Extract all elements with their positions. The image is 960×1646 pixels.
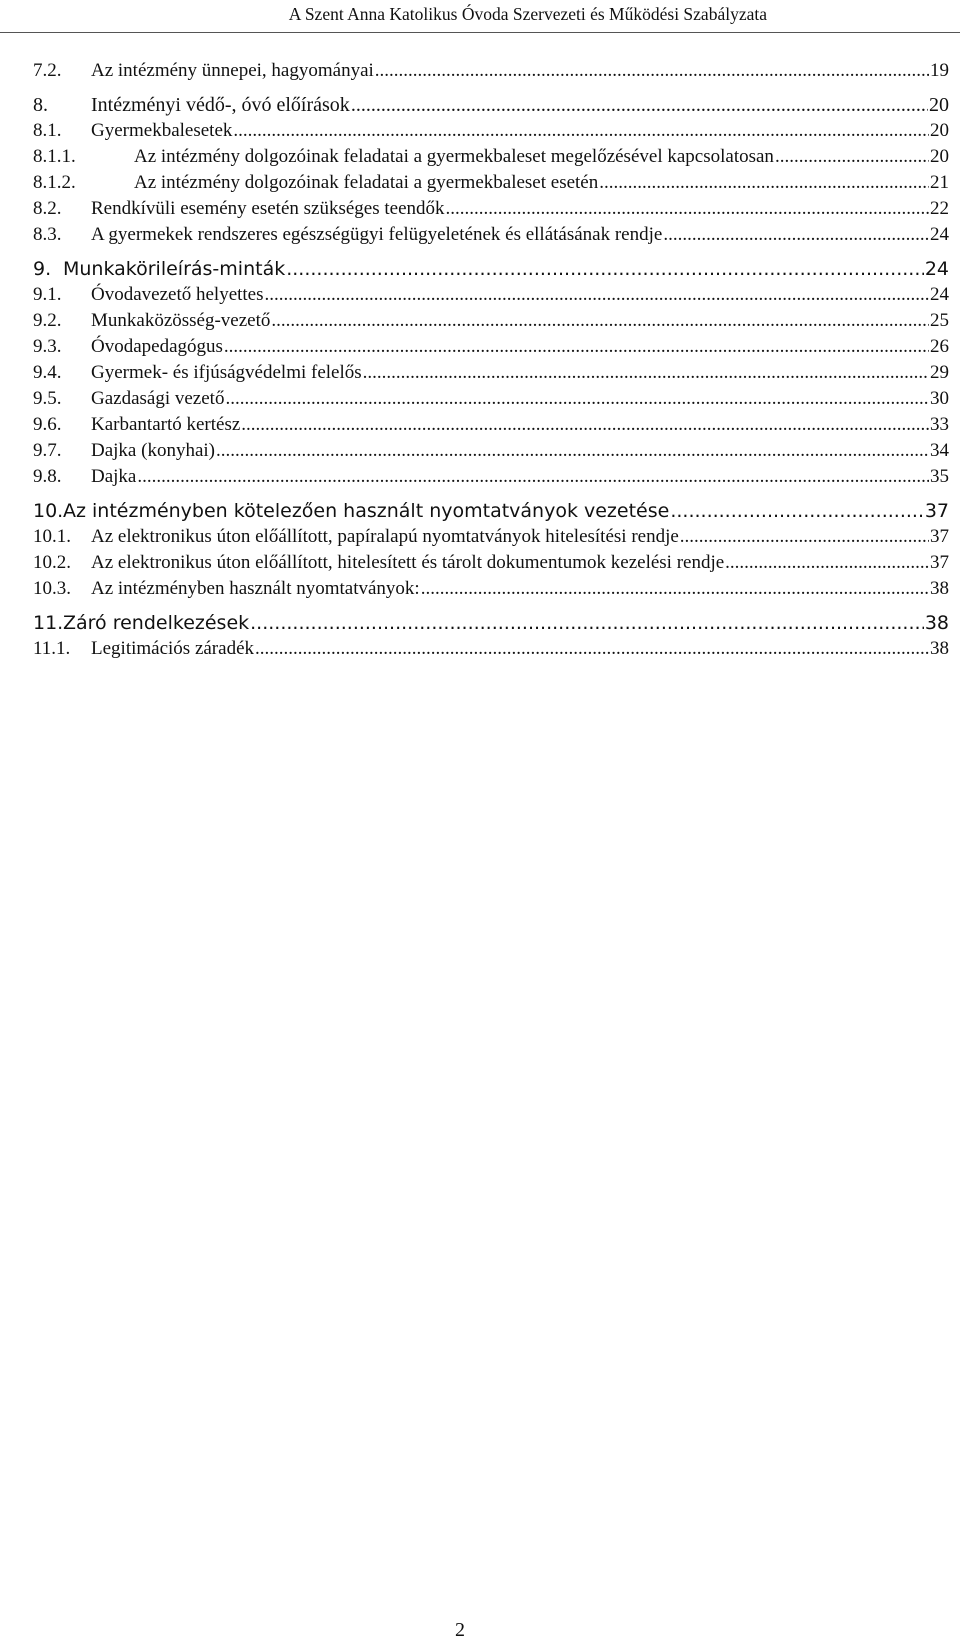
toc-leader-dots — [351, 92, 928, 118]
toc-leader-dots — [680, 524, 929, 550]
toc-leader-dots — [725, 550, 929, 576]
toc-entry-number: 8.2. — [33, 198, 62, 219]
toc-entry-title: Záró rendelkezések — [63, 612, 250, 634]
toc-entry[interactable] — [33, 282, 949, 308]
toc-entry-page: 37 — [930, 552, 949, 573]
toc-entry-title: Az elektronikus úton előállított, hitelesített és tárolt dokumentumok kezelési rendje — [91, 552, 725, 573]
toc-entry-page: 37 — [930, 526, 949, 547]
toc-entry-page: 24 — [924, 258, 949, 280]
toc-entry-title: Óvodapedagógus — [91, 336, 223, 357]
toc-entry-title: Az intézményben kötelezően használt nyomtatványok vezetése — [63, 500, 670, 522]
toc-entry-page: 25 — [930, 310, 949, 331]
toc-entry-number: 8. — [33, 94, 48, 116]
toc-entry[interactable] — [33, 464, 949, 490]
toc-leader-dots — [663, 222, 929, 248]
toc-leader-dots — [250, 610, 924, 636]
toc-entry[interactable] — [33, 610, 949, 636]
toc-entry-page: 38 — [924, 612, 949, 634]
toc-entry-title: Gyermek- és ifjúságvédelmi felelős — [91, 362, 362, 383]
toc-entry-title: Intézményi védő-, óvó előírások — [91, 94, 350, 116]
toc-entry[interactable] — [33, 118, 949, 144]
toc-leader-dots — [216, 438, 929, 464]
toc-entry-number: 9.7. — [33, 440, 62, 461]
toc-entry[interactable] — [33, 58, 949, 84]
toc-entry-page: 37 — [924, 500, 949, 522]
toc-entry-number: 8.1.1. — [33, 146, 76, 167]
toc-entry-number: 9.4. — [33, 362, 62, 383]
toc-entry[interactable] — [33, 550, 949, 576]
toc-entry[interactable] — [33, 524, 949, 550]
toc-entry-number: 9.6. — [33, 414, 62, 435]
toc-entry-page: 19 — [930, 60, 949, 81]
toc-entry-number: 9. — [33, 258, 52, 280]
toc-entry-number: 10. — [33, 500, 64, 522]
toc-entry-page: 35 — [930, 466, 949, 487]
toc-leader-dots — [446, 196, 929, 222]
toc-leader-dots — [225, 386, 929, 412]
toc-entry[interactable] — [33, 196, 949, 222]
toc-entry[interactable] — [33, 360, 949, 386]
toc-entry[interactable] — [33, 636, 949, 662]
toc-entry-number: 9.5. — [33, 388, 62, 409]
toc-entry[interactable] — [33, 386, 949, 412]
toc-entry-number: 11. — [33, 612, 64, 634]
toc-leader-dots — [286, 256, 924, 282]
toc-entry-page: 34 — [930, 440, 949, 461]
toc-entry[interactable] — [33, 222, 949, 248]
toc-leader-dots — [224, 334, 929, 360]
toc-entry[interactable] — [33, 412, 949, 438]
toc-entry-title: Gyermekbalesetek — [91, 120, 233, 141]
toc-entry[interactable] — [33, 256, 949, 282]
toc-entry-title: Legitimációs záradék — [91, 638, 255, 659]
toc-entry-title: Munkakörileírás-minták — [63, 258, 286, 280]
toc-entry[interactable] — [33, 308, 949, 334]
toc-entry-title: Az intézmény ünnepei, hagyományai — [91, 60, 374, 81]
toc-leader-dots — [241, 412, 929, 438]
toc-leader-dots — [375, 58, 929, 84]
toc-entry-title: Az intézmény dolgozóinak feladatai a gyermekbaleset esetén — [134, 172, 599, 193]
toc-entry-title: A gyermekek rendszeres egészségügyi felügyeletének és ellátásának rendje — [91, 224, 663, 245]
page-number: 2 — [455, 1619, 465, 1641]
table-of-contents — [33, 58, 949, 662]
toc-entry[interactable] — [33, 498, 949, 524]
toc-entry[interactable] — [33, 144, 949, 170]
toc-entry-page: 20 — [930, 146, 949, 167]
toc-entry-number: 10.3. — [33, 578, 71, 599]
toc-leader-dots — [265, 282, 929, 308]
toc-entry-number: 9.3. — [33, 336, 62, 357]
toc-entry-number: 7.2. — [33, 60, 62, 81]
toc-entry-page: 30 — [930, 388, 949, 409]
toc-entry-number: 9.2. — [33, 310, 62, 331]
toc-entry-title: Rendkívüli esemény esetén szükséges teendők — [91, 198, 445, 219]
toc-entry-title: Az elektronikus úton előállított, papíralapú nyomtatványok hitelesítési rendje — [91, 526, 679, 547]
toc-entry-page: 38 — [930, 578, 949, 599]
toc-entry-title: Óvodavezető helyettes — [91, 284, 264, 305]
toc-entry-number: 8.1.2. — [33, 172, 76, 193]
toc-entry[interactable] — [33, 170, 949, 196]
toc-entry-number: 9.1. — [33, 284, 62, 305]
toc-entry-title: Az intézmény dolgozóinak feladatai a gyermekbaleset megelőzésével kapcsolatosan — [134, 146, 774, 167]
toc-leader-dots — [271, 308, 929, 334]
toc-entry-title: Gazdasági vezető — [91, 388, 225, 409]
toc-leader-dots — [599, 170, 929, 196]
toc-entry[interactable] — [33, 92, 949, 118]
toc-entry-number: 8.3. — [33, 224, 62, 245]
toc-entry-number: 9.8. — [33, 466, 62, 487]
toc-leader-dots — [137, 464, 929, 490]
toc-entry-page: 38 — [930, 638, 949, 659]
toc-entry-number: 11.1. — [33, 638, 71, 659]
toc-entry-title: Az intézményben használt nyomtatványok: — [91, 578, 420, 599]
toc-entry-title: Karbantartó kertész — [91, 414, 241, 435]
toc-entry-page: 20 — [929, 94, 949, 116]
toc-entry-page: 21 — [930, 172, 949, 193]
toc-entry-title: Munkaközösség-vezető — [91, 310, 271, 331]
toc-leader-dots — [421, 576, 929, 602]
toc-entry[interactable] — [33, 334, 949, 360]
toc-entry-page: 33 — [930, 414, 949, 435]
toc-leader-dots — [775, 144, 929, 170]
toc-leader-dots — [363, 360, 929, 386]
running-header: A Szent Anna Katolikus Óvoda Szervezeti és Működési Szabályzata — [288, 4, 767, 24]
toc-entry-page: 29 — [930, 362, 949, 383]
toc-entry-page: 20 — [930, 120, 949, 141]
toc-entry-page: 24 — [930, 224, 949, 245]
header-rule — [0, 32, 960, 33]
toc-leader-dots — [255, 636, 929, 662]
toc-leader-dots — [233, 118, 929, 144]
toc-entry-page: 26 — [930, 336, 949, 357]
toc-entry-number: 10.2. — [33, 552, 71, 573]
toc-entry-page: 24 — [930, 284, 949, 305]
toc-entry-number: 8.1. — [33, 120, 62, 141]
toc-entry-title: Dajka (konyhai) — [91, 440, 215, 461]
toc-entry[interactable] — [33, 576, 949, 602]
toc-leader-dots — [670, 498, 923, 524]
toc-entry-title: Dajka — [91, 466, 137, 487]
toc-entry[interactable] — [33, 438, 949, 464]
toc-entry-number: 10.1. — [33, 526, 71, 547]
toc-entry-page: 22 — [930, 198, 949, 219]
